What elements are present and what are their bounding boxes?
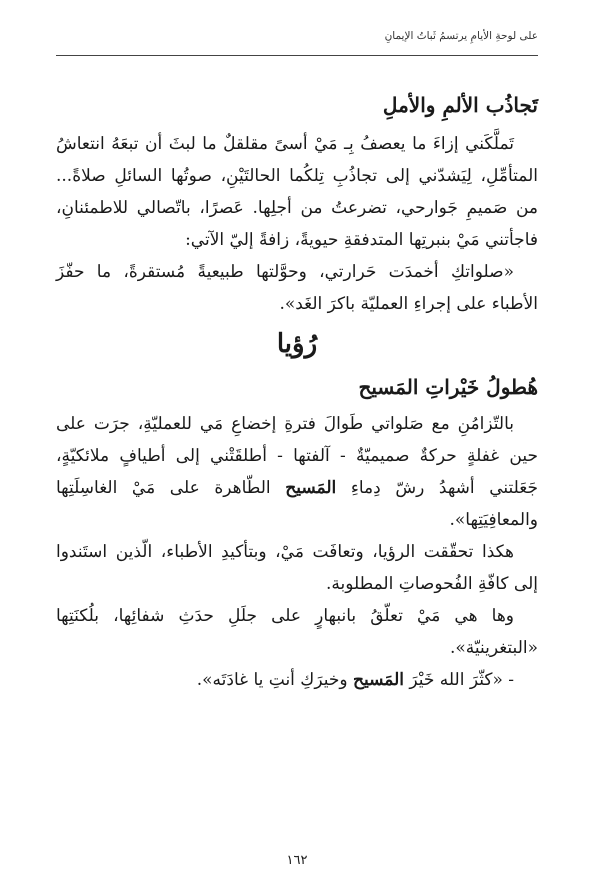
section-title-1: تَجاذُب الألمِ والأملِ [382, 93, 538, 117]
paragraph-5-text-b: وخيرَكِ أنتِ يا غادَتَه». [196, 670, 353, 690]
paragraph-1: تَملَّكَني إزاءَ ما يعصفُ بِـ مَيْ أسىً مقلقلٌ ما لبثَ أن تبعَهُ انتعاشُ المتأمِّلِ، لِيَشدّني إلى تجاذُبِ تِلكُما الحالتَيْنِ، صوتُها السائلِ صلاةً... من صَميمِ جَوارحي، تضرعتُ من أجلِها. عَصرًا، باتّصالي للاطمئنانِ، فاجأتني مَيْ بنبرتِها المتدفقةِ حيويةً، زافةً إليّ الآتي: [56, 134, 538, 250]
page-content [56, 88, 538, 696]
paragraph-3: هكذا تحقّقت الرؤيا، وتعافَت مَيْ، وبتأكيدِ الأطباء، الّذين استَندوا إلى كافّةِ الفُحوصاتِ المطلوبة. [56, 542, 538, 594]
paragraph-2 [56, 408, 538, 536]
quote-paragraph: «صلواتكِ أخمدَت حَرارتي، وحوَّلتها طبيعيةً مُستقرةً، ما حفّزَ الأطباء على إجراءِ العمليّة باكرَ الغَد». [56, 262, 538, 314]
running-header: على لوحةِ الأيامِ يرتسمُ ثَباتُ الإيمانِ [384, 30, 538, 42]
paragraph-2-text-b: الطّاهرة على مَيْ الغاسِلَتِها والمعافِيَتِها». [56, 478, 538, 530]
paragraph-5-text-a: - «كثّرَ الله خَيْرَ [403, 670, 514, 690]
page-number: ١٦٢ [286, 853, 308, 868]
header-divider [56, 55, 538, 56]
paragraph-2-bold: المَسيح [285, 478, 337, 498]
calligraphy-ornament: رُؤيا [276, 329, 318, 359]
paragraph-4: وها هي مَيْ تعلّقُ بانبهارٍ على جلَلِ حدَثِ شفائِها، بلُكنَتِها «البتغرينيّة». [56, 606, 538, 658]
paragraph-5-bold: المَسيح [352, 670, 404, 690]
section-title-2: هُطولُ خَيْراتِ المَسيح [358, 375, 538, 399]
paragraph-2-text-a: بالتّزامُنِ مع صَلواتي طَوالَ فترةِ إخضاعِ مَي للعمليّةِ، جرَت على حين غفلةٍ حركةٌ صميميّةٌ - آلفتها - أطلقَتْني إلى أطيافٍ ملائكيّةٍ، جَعَلتني أشهدُ رشّ دِماءِ [56, 414, 538, 498]
paragraph-5 [56, 664, 538, 696]
